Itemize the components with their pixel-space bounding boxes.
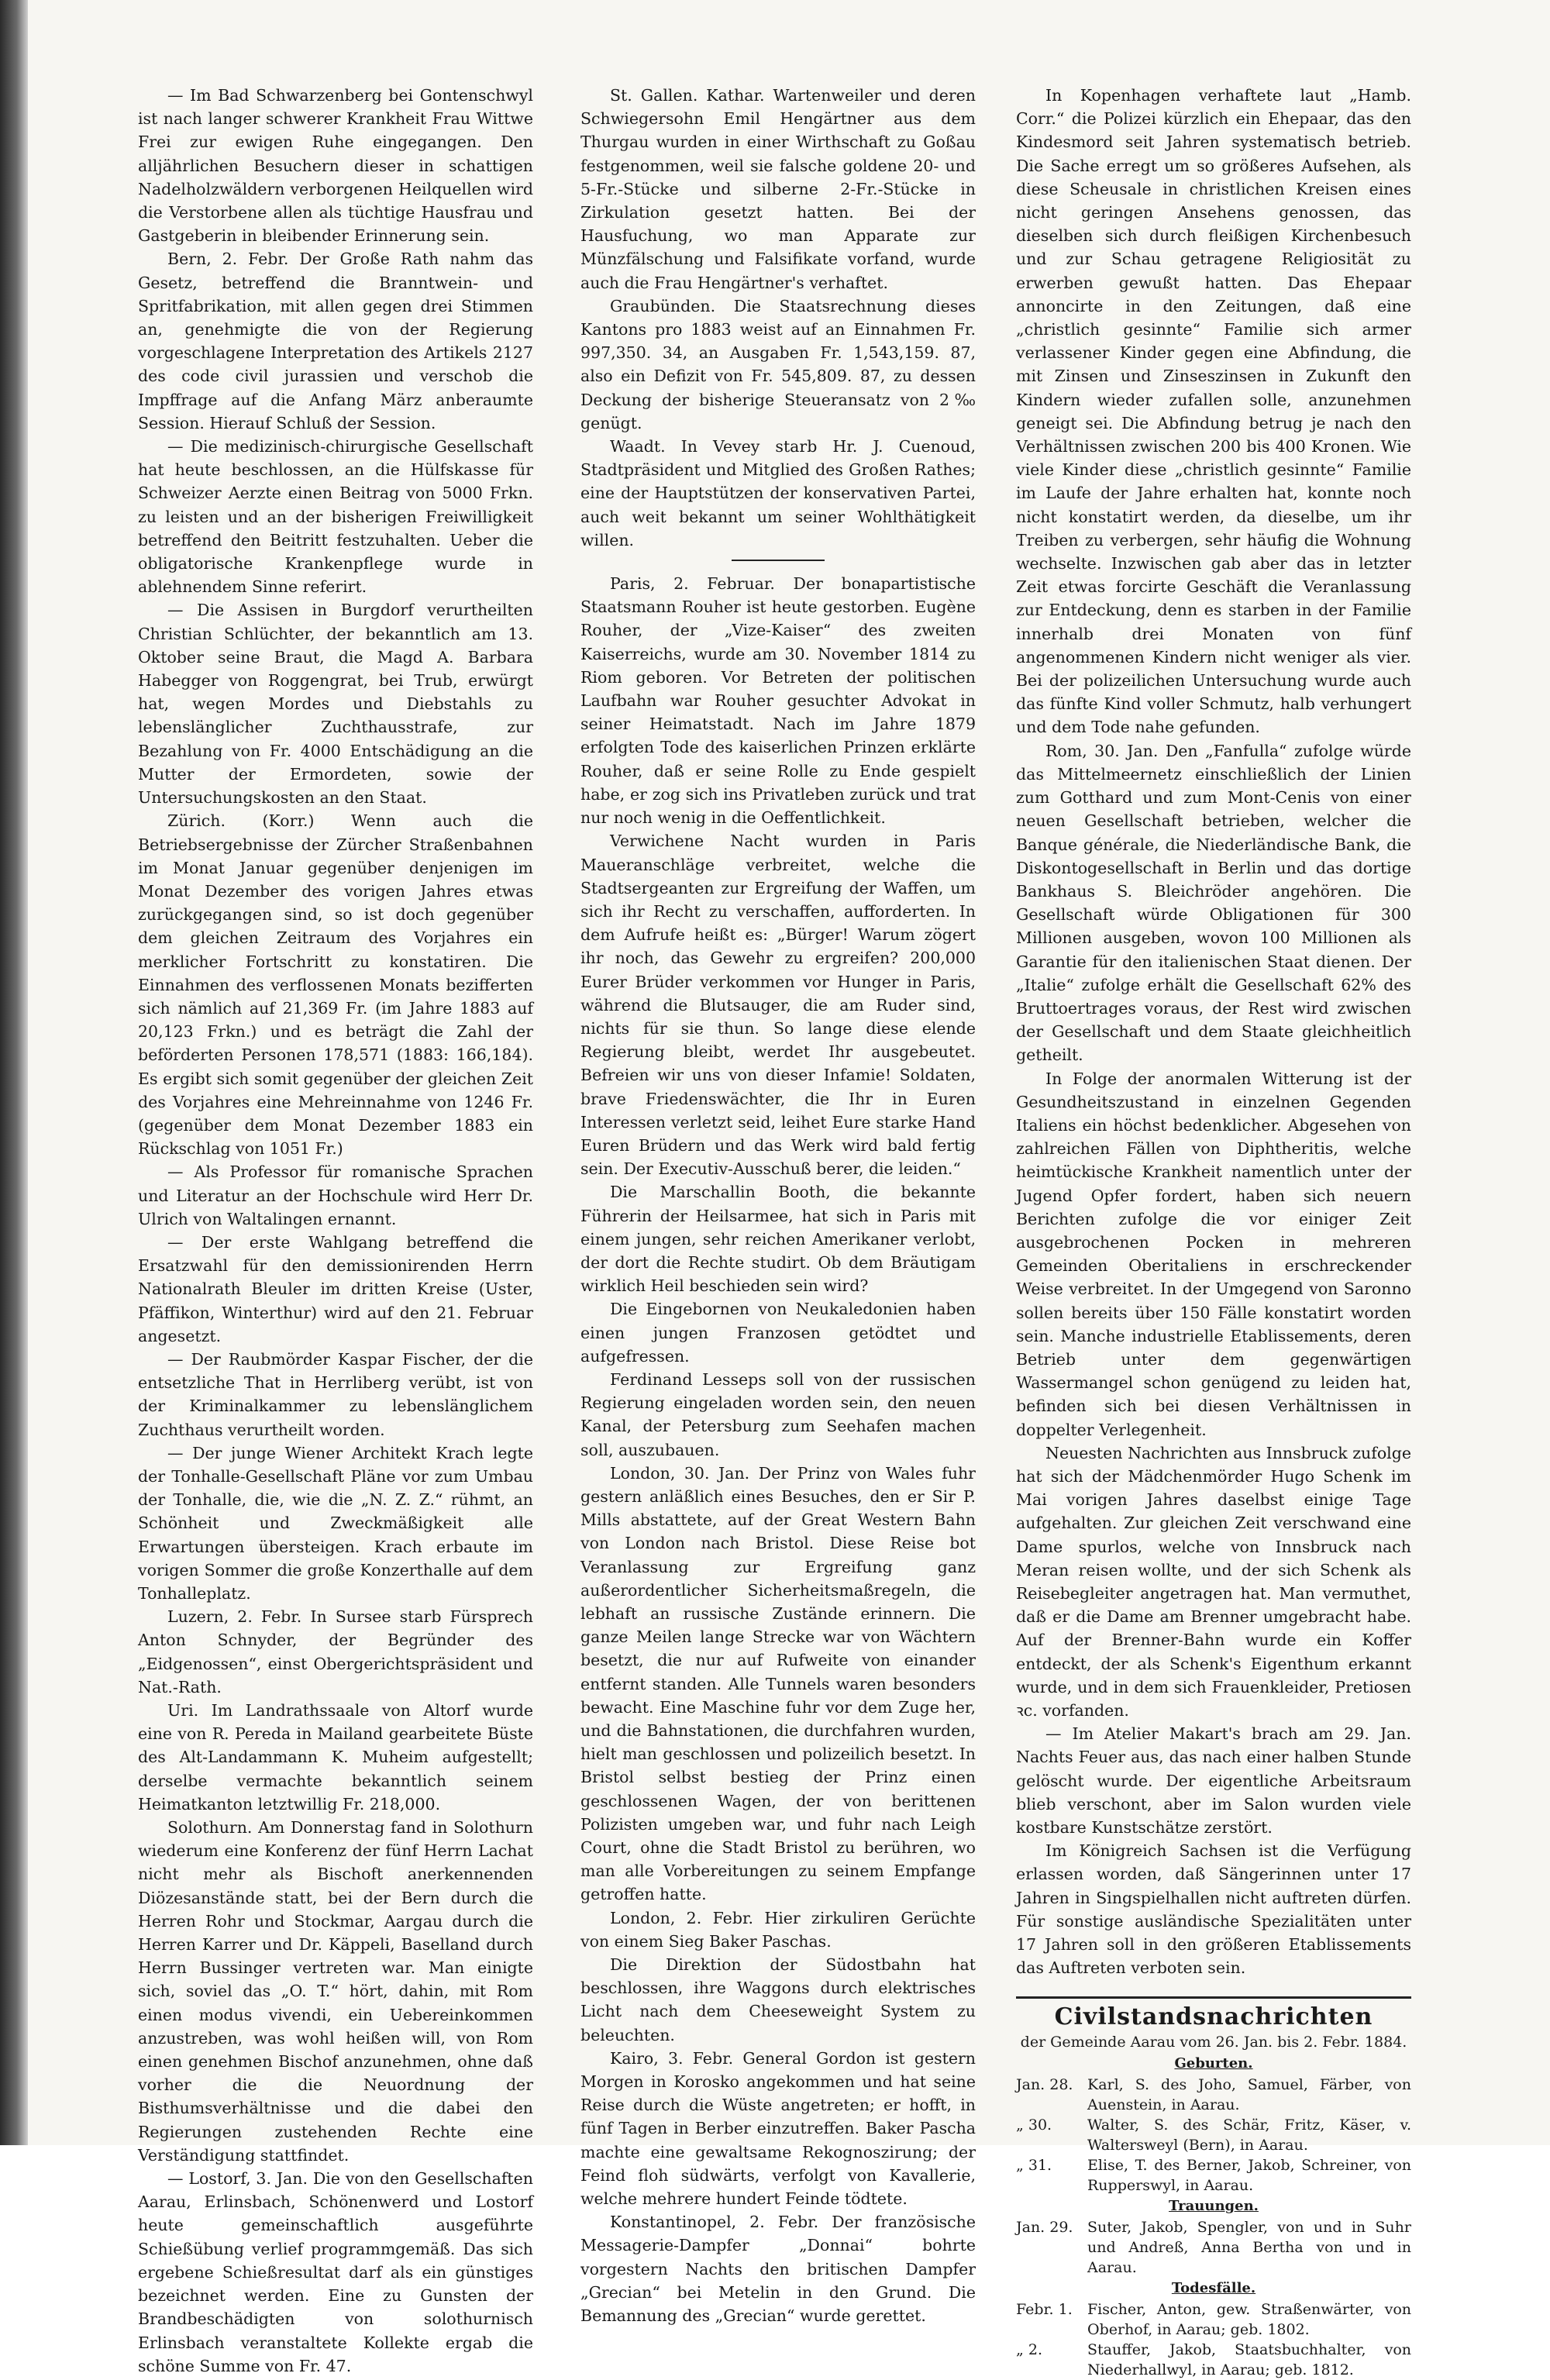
civil-records-section (1016, 1996, 1411, 2380)
article: In Kopenhagen verhaftete laut „Hamb. Corr.“ die Polizei kürzlich ein Ehepaar, das den Kindesmord seit Jahren systematisch betrieb. Die Sache erregt um so größeres Aufsehen, als diese Scheusale in christlichen Kreisen eines nicht geringen Ansehens genossen, das dieselben sich durch fleißigen Kirchenbesuch und zur Schau getragene Religiosität zu erwerben gewußt hatten. Das Ehepaar annoncirte in den Zeitungen, daß eine „christlich gesinnte“ Familie sich armer verlassener Kinder gegen eine Abfindung, die mit Zinsen und Zinseszinsen in Zukunft den Kindern wieder zufallen solle, anzunehmen geneigt sei. Die Abfindung betrug je nach den Verhältnissen zwischen 200 bis 400 Kronen. Wie viele Kinder diese „christlich gesinnte“ Familie im Laufe der Jahre erhalten hat, konnte noch nicht konstatirt werden, da dieselbe, um ihr Treiben zu verbergen, sehr häufig die Wohnung wechselte. Inzwischen gab aber das in letzter Zeit etwas forcirte Geschäft die Veranlassung zur Entdeckung, denn es starben in der Familie innerhalb drei Monaten von fünf angenommenen Kindern nicht weniger als vier. Bei der polizeilichen Untersuchung wurde auch das fünfte Kind voller Schmutz, halb verhungert und dem Tode nahe gefunden. (1016, 86, 1411, 737)
birth-entry: „ 30. Walter, S. des Schär, Fritz, Käser, v. Waltersweyl (Bern), in Aarau. (1016, 2117, 1411, 2154)
article: Ferdinand Lesseps soll von der russischen Regierung eingeladen worden sein, den neuen Kanal, der Petersburg zum Seehafen machen soll, auszubauen. (580, 1369, 976, 1459)
article: — Im Atelier Makart's brach am 29. Jan. Nachts Feuer aus, das nach einer halben Stunde gelöscht wurde. Der eigentliche Arbeitsraum blieb verschont, aber im Salon wurden viele kostbare Kunstschätze zerstört. (1016, 1724, 1411, 1838)
article: Neuesten Nachrichten aus Innsbruck zufolge hat sich der Mädchenmörder Hugo Schenk im Mai vorigen Jahres daselbst einige Tage aufgehalten. Zur gleichen Zeit verschwand eine Dame spurlos, welche von Innsbruck nach Meran reisen wollte, und der sich Schenk als Reisebegleiter angetragen hat. Man vermuthet, daß er die Dame am Brenner umgebracht habe. Auf der Brenner-Bahn wurde ein Koffer entdeckt, der als Schenk's Eigenthum erkannt wurde, und in dem sich Frauenkleider, Pretiosen ꝛc. vorfanden. (1016, 1443, 1411, 1720)
death-entry: Febr. 1. Fischer, Anton, gew. Straßenwärter, von Oberhof, in Aarau; geb. 1802. (1016, 2301, 1411, 2339)
article: London, 30. Jan. Der Prinz von Wales fuhr gestern anläßlich eines Besuches, den er Sir P. Mills abstattete, auf der Great Western Bahn von London nach Bristol. Diese Reise bot Veranlassung zur Ergreifung ganz außerordentlicher Sicherheitsmaßregeln, die lebhaft an russische Zustände erinnern. Die ganze Meilen lange Strecke war von Wächtern besetzt, die nur auf Rufweite von einander entfernt standen. Alle Tunnels waren besonders bewacht. Eine Maschine fuhr vor dem Zuge her, und die Bahnstationen, die durchfahren wurden, hielt man geschlossen und polizeilich besetzt. In Bristol selbst bestieg der Prinz einen geschlossenen Wagen, der von berittenen Polizisten umgeben war, und fuhr nach Leigh Court, ohne die Stadt Bristol zu berühren, wo man alle Vorbereitungen zu seinem Empfange getroffen hatte. (580, 1463, 976, 1904)
death-entry: „ 2. Stauffer, Jakob, Staatsbuchhalter, von Niederhallwyl, in Aarau; geb. 1812. (1016, 2341, 1411, 2379)
article: Verwichene Nacht wurden in Paris Maueranschläge verbreitet, welche die Stadtsergeanten zur Ergreifung der Waffen, um sich ihr Recht zu verschaffen, aufforderten. In dem Aufrufe heißt es: „Bürger! Warum zögert ihr noch, das Gewehr zu ergreifen? 200,000 Eurer Brüder verkommen vor Hunger in Paris, während die Blutsauger, die am Ruder sind, nichts für sie thun. So lange diese elende Regierung bleibt, werdet Ihr ausgebeutet. Befreien wir uns von dieser Infamie! Soldaten, brave Friedenswächter, die Ihr in Euren Interessen verletzt seid, leihet Eure starke Hand Euren Brüdern und das Werk wird bald fertig sein. Der Executiv-Ausschuß berer, die leiden.“ (580, 832, 976, 1179)
column-right (1016, 84, 1411, 2380)
civil-records-subtitle: der Gemeinde Aarau vom 26. Jan. bis 2. Febr. 1884. (1020, 2034, 1407, 2051)
article: Kairo, 3. Febr. General Gordon ist gestern Morgen in Korosko angekommen und hat seine Reise durch die Wüste angetreten; er hofft, in fünf Tagen in Berber einzutreffen. Baker Pascha machte eine gewaltsame Rekognoszirung; der Feind floh südwärts, verfolgt von Kavallerie, welche mehrere hundert Feinde tödtete. (580, 2048, 976, 2209)
civil-records-title: Civilstandsnachrichten (1054, 2003, 1373, 2031)
column-left (138, 84, 533, 2378)
article: — Als Professor für romanische Sprachen und Literatur an der Hochschule wird Herr Dr. Ulrich von Waltalingen ernannt. (138, 1162, 533, 1228)
article: — Die medizinisch-chirurgische Gesellschaft hat heute beschlossen, an die Hülfskasse für Schweizer Aerzte einen Beitrag von 5000 Frkn. zu leisten und an der bisherigen Freiwilligkeit betreffend den Beitritt festzuhalten. Ueber die obligatorische Krankenpflege wurde in ablehnendem Sinne referirt. (138, 437, 533, 597)
article: — Lostorf, 3. Jan. Die von den Gesellschaften Aarau, Erlinsbach, Schönenwerd und Lostorf heute gemeinschaftlich ausgeführte Schießübung verlief programmgemäß. Das sich ergebene Schießresultat darf als ein günstiges bezeichnet werden. Eine zu Gunsten der Brandbeschädigten von solothurnisch Erlinsbach veranstaltete Kollekte ergab die schöne Summe von Fr. 47. (138, 2169, 533, 2375)
birth-entry: Jan. 28. Karl, S. des Joho, Samuel, Färber, von Auenstein, in Aarau. (1016, 2076, 1411, 2114)
book-binding-edge (0, 0, 28, 2145)
deaths-heading: Todesfälle. (1171, 2280, 1256, 2297)
marriage-entry: Jan. 29. Suter, Jakob, Spengler, von und in Suhr und Andreß, Anna Bertha von und in Aarau. (1016, 2219, 1411, 2277)
article: Luzern, 2. Febr. In Sursee starb Fürsprech Anton Schnyder, der Begründer des „Eidgenossen“, einst Obergerichtspräsident und Nat.-Rath. (138, 1607, 533, 1696)
article: Zürich. (Korr.) Wenn auch die Betriebsergebnisse der Zürcher Straßenbahnen im Monat Januar gegenüber denjenigen im Monat Dezember des vorigen Jahres etwas zurückgegangen sind, so ist doch gegenüber dem gleichen Zeitraum des Vorjahres ein merklicher Fortschritt zu konstatiren. Die Einnahmen des verflossenen Monats bezifferten sich nämlich auf 21,369 Fr. (im Jahre 1883 auf 20,123 Frkn.) und es beträgt die Zahl der beförderten Personen 178,571 (1883: 166,184). Es ergibt sich somit gegenüber der gleichen Zeit des Vorjahres eine Mehreinnahme von 1246 Fr. (gegenüber dem Monat Dezember 1883 ein Rückschlag von 1051 Fr.) (138, 811, 533, 1159)
article: Die Direktion der Südostbahn hat beschlossen, ihre Waggons durch elektrisches Licht nach dem Cheeseweight System zu beleuchten. (580, 1955, 976, 2044)
article: Waadt. In Vevey starb Hr. J. Cuenoud, Stadtpräsident und Mitglied des Großen Rathes; eine der Hauptstützen der konservativen Partei, auch weit bekannt um seiner Wohlthätigkeit willen. (580, 437, 976, 549)
article: St. Gallen. Kathar. Wartenweiler und deren Schwiegersohn Emil Hengärtner aus dem Thurgau wurden in einer Wirthschaft zu Goßau festgenommen, weil sie falsche goldene 20- und 5-Fr.-Stücke und silberne 2-Fr.-Stücke in Zirkulation gesetzt hatten. Bei der Hausfuchung, wo man Apparate zur Münzfälschung und Falsifikate vorfand, wurde auch die Frau Hengärtner's verhaftet. (580, 86, 976, 292)
section-divider (732, 560, 825, 561)
column-middle (580, 84, 976, 2327)
article: In Folge der anormalen Witterung ist der Gesundheitszustand in einzelnen Gegenden Italiens ein höchst bedenklicher. Abgesehen von zahlreichen Fällen von Diphtheritis, welche heimtückische Krankheit namentlich unter der Jugend Opfer fordert, haben sich neuern Berichten zufolge die vor einiger Zeit ausgebrochenen Pocken in mehreren Gemeinden Oberitaliens in erschreckender Weise verbreitet. In der Umgegend von Saronno sollen bereits über 150 Fälle konstatirt worden sein. Manche industrielle Etablissements, deren Betrieb unter dem gegenwärtigen Wassermangel schon genügend zu leiden hat, befinden sich bei diesen Verhältnissen in doppelter Verlegenheit. (1016, 1069, 1411, 1439)
article: — Der junge Wiener Architekt Krach legte der Tonhalle-Gesellschaft Pläne vor zum Umbau der Tonhalle, die, wie die „N. Z. Z.“ rühmt, an Schönheit und Zweckmäßigkeit alle Erwartungen übersteigen. Krach erbaute im vorigen Sommer die große Konzerthalle auf dem Tonhalleplatz. (138, 1443, 533, 1603)
article: Solothurn. Am Donnerstag fand in Solothurn wiederum eine Konferenz der fünf Herrn Lachat nicht mehr als Bischoft anerkennenden Diözesanstände statt, bei der Bern durch die Herren Rohr und Stockmar, Aargau durch die Herren Karrer und Dr. Käppeli, Baselland durch Herrn Bussinger vertreten war. Man einigte sich, soviel das „O. T.“ hört, dahin, mit Rom einen modus vivendi, ein Uebereinkommen anzustreben, was wohl heißen will, von Rom einen genehmen Bischof anzunehmen, ohne daß vorher die die Neuordnung der Bisthumsverhältnisse und die dabei den Regierungen zustehenden Rechte eine Verständigung stattfindet. (138, 1818, 533, 2165)
births-heading: Geburten. (1174, 2055, 1253, 2072)
article: — Der erste Wahlgang betreffend die Ersatzwahl für den demissionirenden Herrn Nationalrath Bleuler im dritten Kreise (Uster, Pfäffikon, Winterthur) wird auf den 21. Februar angesetzt. (138, 1232, 533, 1345)
article: Rom, 30. Jan. Den „Fanfulla“ zufolge würde das Mittelmeernetz einschließlich der Linien zum Gotthard und zum Mont-Cenis von einer neuen Gesellschaft betrieben, welcher die Banque générale, die Niederländische Bank, die Diskontogesellschaft in Berlin und das dortige Bankhaus S. Bleichröder angehören. Die Gesellschaft würde Obligationen für 300 Millionen ausgeben, wovon 100 Millionen als Garantie für den italienischen Staat dienen. Der „Italie“ zufolge erhält die Gesellschaft 62% des Bruttoertrages voraus, der Rest wird zwischen der Gesellschaft und dem Staate gleichheitlich getheilt. (1016, 741, 1411, 1065)
article: — Im Bad Schwarzenberg bei Gontenschwyl ist nach langer schwerer Krankheit Frau Wittwe Frei zur ewigen Ruhe eingegangen. Den alljährlichen Besuchern dieser in schattigen Nadelholzwäldern verborgenen Heilquellen wird die Verstorbene allen als tüchtige Hausfrau und Gastgeberin in bleibender Erinnerung sein. (138, 86, 533, 246)
article: Im Königreich Sachsen ist die Verfügung erlassen worden, daß Sängerinnen unter 17 Jahren in Singspielhallen nicht auftreten dürfen. Für sonstige ausländische Spezialitäten unter 17 Jahren soll in den größeren Etablissements das Auftreten verboten sein. (1016, 1841, 1411, 1978)
birth-entry: „ 31. Elise, T. des Berner, Jakob, Schreiner, von Rupperswyl, in Aarau. (1016, 2157, 1411, 2195)
article: — Der Raubmörder Kaspar Fischer, der die entsetzliche That in Herrliberg verübt, ist von der Kriminalkammer zu lebenslänglichem Zuchthaus verurtheilt worden. (138, 1349, 533, 1439)
article: Bern, 2. Febr. Der Große Rath nahm das Gesetz, betreffend die Branntwein- und Spritfabrikation, mit allen gegen drei Stimmen an, genehmigte die von der Regierung vorgeschlagene Interpretation des Artikels 2127 des code civil jurassien und verschob die Impffrage auf die Anfang März anberaumte Session. Hierauf Schluß der Session. (138, 250, 533, 432)
article: Graubünden. Die Staatsrechnung dieses Kantons pro 1883 weist auf an Einnahmen Fr. 997,350. 34, an Ausgaben Fr. 1,543,159. 87, also ein Defizit von Fr. 545,809. 87, zu dessen Deckung der bisherige Steueransatz von 2‰ genügt. (580, 296, 976, 432)
marriages-heading: Trauungen. (1169, 2198, 1259, 2215)
article: Paris, 2. Februar. Der bonapartistische Staatsmann Rouher ist heute gestorben. Eugène Rouher, der „Vize-Kaiser“ des zweiten Kaiserreichs, wurde am 30. November 1814 zu Riom geboren. Vor Betreten der politischen Laufbahn war Rouher gesuchter Advokat in seiner Heimatstadt. Nach im Jahre 1879 erfolgten Tode des kaiserlichen Prinzen erklärte Rouher, daß er seine Rolle zu Ende gespielt habe, er zog sich ins Privatleben zurück und trat nur noch wenig in die Oeffentlichkeit. (580, 574, 976, 828)
article: Die Eingebornen von Neukaledonien haben einen jungen Franzosen getödtet und aufgefressen. (580, 1300, 976, 1366)
article: Konstantinopel, 2. Febr. Der französische Messagerie-Dampfer „Donnai“ bohrte vorgestern Nachts den britischen Dampfer „Grecian“ bei Metelin in den Grund. Die Bemannung des „Grecian“ wurde gerettet. (580, 2213, 976, 2326)
article: London, 2. Febr. Hier zirkuliren Gerüchte von einem Sieg Baker Paschas. (580, 1908, 976, 1951)
article: Uri. Im Landrathssaale von Altorf wurde eine von R. Pereda in Mailand gearbeitete Büste des Alt-Landammann K. Muheim aufgestellt; derselbe vermachte bekanntlich seinem Heimatkanton letztwillig Fr. 218,000. (138, 1701, 533, 1813)
article: Die Marschallin Booth, die bekannte Führerin der Heilsarmee, hat sich in Paris mit einem jungen, sehr reichen Amerikaner verlobt, der dort die Rechte studirt. Ob dem Bräutigam wirklich Heil beschieden sein wird? (580, 1183, 976, 1296)
article: — Die Assisen in Burgdorf verurtheilten Christian Schlüchter, der bekanntlich am 13. Oktober seine Braut, die Magd A. Barbara Habegger von Roggengrat, bei Trub, erwürgt hat, wegen Mordes und Diebstahls zu lebenslänglicher Zuchthausstrafe, zur Bezahlung von Fr. 4000 Entschädigung an die Mutter der Ermordeten, sowie der Untersuchungskosten an den Staat. (138, 601, 533, 808)
